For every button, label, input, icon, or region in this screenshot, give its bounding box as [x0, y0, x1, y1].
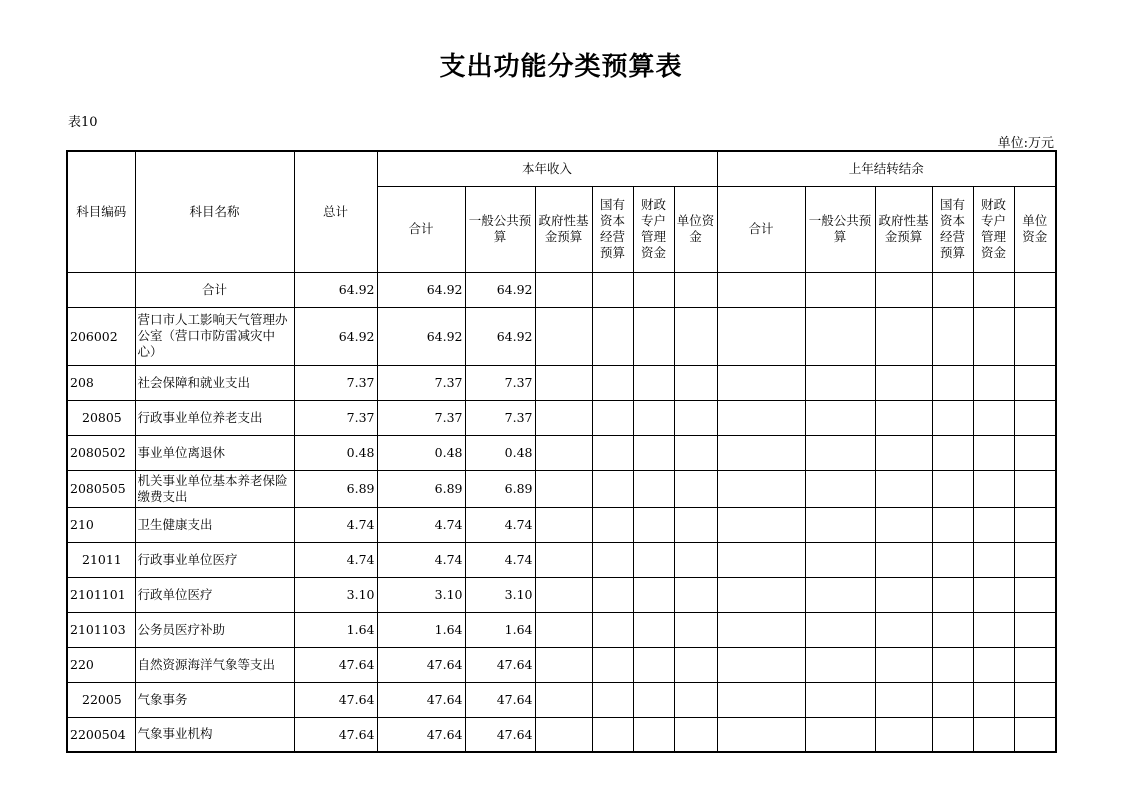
cell-cy-general: 3.10 [465, 577, 535, 612]
table-row [67, 470, 1056, 507]
cell-empty [592, 717, 633, 752]
cell-total: 6.89 [294, 470, 377, 507]
cell-empty [535, 647, 592, 682]
cell-code: 220 [67, 647, 135, 682]
cell-cy-general: 64.92 [465, 307, 535, 365]
cell-cy-general: 64.92 [465, 272, 535, 307]
cell-empty [674, 307, 717, 365]
cell-empty [1014, 612, 1056, 647]
cell-empty [805, 507, 875, 542]
cell-empty [1014, 577, 1056, 612]
cell-empty [805, 435, 875, 470]
cell-empty [592, 400, 633, 435]
cell-empty [592, 307, 633, 365]
header-name: 科目名称 [135, 151, 294, 272]
table-row [67, 435, 1056, 470]
unit-label: 单位:万元 [997, 136, 1054, 151]
cell-empty [1014, 435, 1056, 470]
cell-empty [717, 542, 805, 577]
cell-cy-general: 47.64 [465, 682, 535, 717]
cell-code: 2101101 [67, 577, 135, 612]
header-co-gov-fund: 政府性基金预算 [875, 186, 932, 272]
cell-empty [717, 435, 805, 470]
cell-empty [805, 612, 875, 647]
cell-empty [592, 647, 633, 682]
cell-name: 卫生健康支出 [135, 507, 294, 542]
cell-empty [1014, 682, 1056, 717]
cell-empty [633, 507, 674, 542]
cell-cy-general: 47.64 [465, 647, 535, 682]
cell-name: 事业单位离退休 [135, 435, 294, 470]
table-row [67, 400, 1056, 435]
cell-code: 210 [67, 507, 135, 542]
cell-empty [805, 470, 875, 507]
cell-empty [717, 682, 805, 717]
cell-empty [932, 470, 973, 507]
cell-empty [875, 400, 932, 435]
cell-empty [674, 507, 717, 542]
cell-empty [674, 542, 717, 577]
cell-empty [973, 435, 1014, 470]
cell-empty [535, 542, 592, 577]
cell-empty [875, 612, 932, 647]
cell-empty [973, 307, 1014, 365]
cell-empty [973, 365, 1014, 400]
cell-total: 7.37 [294, 400, 377, 435]
table-row [67, 507, 1056, 542]
cell-empty [1014, 507, 1056, 542]
cell-code: 22005 [67, 682, 135, 717]
cell-empty [875, 365, 932, 400]
table-row [67, 365, 1056, 400]
cell-cy-total: 6.89 [377, 470, 465, 507]
cell-empty [1014, 647, 1056, 682]
cell-empty [674, 577, 717, 612]
cell-cy-total: 47.64 [377, 682, 465, 717]
header-co-unit-funds: 单位资金 [1014, 186, 1056, 272]
cell-empty [932, 307, 973, 365]
cell-empty [973, 717, 1014, 752]
cell-code [67, 272, 135, 307]
cell-empty [674, 717, 717, 752]
cell-empty [973, 272, 1014, 307]
cell-total: 47.64 [294, 647, 377, 682]
cell-empty [717, 272, 805, 307]
cell-name: 行政单位医疗 [135, 577, 294, 612]
cell-empty [932, 717, 973, 752]
header-co-state-capital: 国有资本经营预算 [932, 186, 973, 272]
cell-empty [633, 647, 674, 682]
cell-empty [592, 682, 633, 717]
header-carryover: 上年结转结余 [717, 151, 1056, 186]
cell-cy-general: 0.48 [465, 435, 535, 470]
cell-empty [592, 470, 633, 507]
cell-empty [932, 435, 973, 470]
cell-empty [1014, 307, 1056, 365]
cell-cy-total: 0.48 [377, 435, 465, 470]
cell-total: 1.64 [294, 612, 377, 647]
cell-cy-general: 4.74 [465, 507, 535, 542]
cell-empty [932, 647, 973, 682]
table-row [67, 647, 1056, 682]
header-cy-gov-fund: 政府性基金预算 [535, 186, 592, 272]
cell-cy-total: 1.64 [377, 612, 465, 647]
cell-empty [674, 365, 717, 400]
cell-cy-total: 64.92 [377, 307, 465, 365]
cell-empty [535, 717, 592, 752]
cell-empty [535, 470, 592, 507]
cell-empty [875, 272, 932, 307]
cell-empty [535, 577, 592, 612]
cell-name: 气象事务 [135, 682, 294, 717]
cell-empty [1014, 365, 1056, 400]
cell-cy-general: 6.89 [465, 470, 535, 507]
cell-empty [535, 400, 592, 435]
cell-empty [592, 435, 633, 470]
cell-empty [633, 435, 674, 470]
budget-table [66, 150, 1057, 753]
cell-name: 行政事业单位医疗 [135, 542, 294, 577]
header-co-total: 合计 [717, 186, 805, 272]
cell-empty [932, 682, 973, 717]
cell-cy-total: 7.37 [377, 400, 465, 435]
cell-empty [875, 682, 932, 717]
cell-empty [674, 435, 717, 470]
table-row [67, 542, 1056, 577]
cell-empty [633, 542, 674, 577]
cell-empty [535, 612, 592, 647]
cell-empty [973, 647, 1014, 682]
cell-empty [875, 507, 932, 542]
table-number: 表10 [68, 115, 98, 130]
cell-name: 公务员医疗补助 [135, 612, 294, 647]
cell-cy-general: 47.64 [465, 717, 535, 752]
cell-empty [973, 612, 1014, 647]
cell-code: 20805 [67, 400, 135, 435]
header-co-special-account: 财政专户管理资金 [973, 186, 1014, 272]
cell-cy-general: 7.37 [465, 400, 535, 435]
cell-empty [633, 365, 674, 400]
cell-name: 机关事业单位基本养老保险缴费支出 [135, 470, 294, 507]
cell-empty [805, 365, 875, 400]
cell-empty [805, 307, 875, 365]
cell-empty [932, 577, 973, 612]
cell-empty [633, 307, 674, 365]
cell-name: 自然资源海洋气象等支出 [135, 647, 294, 682]
cell-empty [805, 682, 875, 717]
table-row [67, 272, 1056, 307]
cell-empty [1014, 717, 1056, 752]
cell-empty [674, 400, 717, 435]
cell-cy-total: 4.74 [377, 507, 465, 542]
cell-empty [1014, 400, 1056, 435]
cell-code: 208 [67, 365, 135, 400]
cell-empty [717, 507, 805, 542]
cell-total: 4.74 [294, 542, 377, 577]
cell-cy-total: 64.92 [377, 272, 465, 307]
table-row [67, 682, 1056, 717]
cell-empty [592, 365, 633, 400]
cell-cy-total: 47.64 [377, 717, 465, 752]
cell-empty [875, 470, 932, 507]
cell-empty [717, 400, 805, 435]
cell-code: 2080505 [67, 470, 135, 507]
cell-empty [633, 577, 674, 612]
cell-code: 2080502 [67, 435, 135, 470]
cell-empty [932, 365, 973, 400]
cell-cy-total: 3.10 [377, 577, 465, 612]
cell-empty [875, 307, 932, 365]
cell-empty [717, 470, 805, 507]
cell-total: 47.64 [294, 717, 377, 752]
cell-empty [674, 470, 717, 507]
cell-name: 气象事业机构 [135, 717, 294, 752]
cell-empty [875, 647, 932, 682]
cell-empty [674, 612, 717, 647]
cell-empty [805, 272, 875, 307]
cell-empty [932, 542, 973, 577]
cell-name: 营口市人工影响天气管理办公室（营口市防雷减灾中心） [135, 307, 294, 365]
cell-empty [805, 717, 875, 752]
cell-empty [674, 682, 717, 717]
cell-cy-total: 4.74 [377, 542, 465, 577]
cell-empty [875, 577, 932, 612]
header-code: 科目编码 [67, 151, 135, 272]
cell-empty [535, 507, 592, 542]
cell-empty [592, 577, 633, 612]
cell-empty [932, 507, 973, 542]
cell-empty [717, 612, 805, 647]
cell-empty [717, 647, 805, 682]
cell-empty [535, 307, 592, 365]
cell-total: 3.10 [294, 577, 377, 612]
header-total: 总计 [294, 151, 377, 272]
header-current-year: 本年收入 [377, 151, 717, 186]
header-cy-unit-funds: 单位资金 [674, 186, 717, 272]
cell-total: 4.74 [294, 507, 377, 542]
cell-empty [875, 435, 932, 470]
cell-empty [717, 307, 805, 365]
cell-empty [717, 577, 805, 612]
cell-empty [805, 647, 875, 682]
cell-empty [805, 542, 875, 577]
cell-empty [973, 682, 1014, 717]
cell-empty [875, 717, 932, 752]
cell-name: 行政事业单位养老支出 [135, 400, 294, 435]
cell-cy-general: 1.64 [465, 612, 535, 647]
cell-empty [805, 400, 875, 435]
cell-empty [875, 542, 932, 577]
cell-empty [973, 400, 1014, 435]
cell-cy-general: 4.74 [465, 542, 535, 577]
cell-code: 2200504 [67, 717, 135, 752]
cell-empty [592, 507, 633, 542]
table-row [67, 612, 1056, 647]
cell-total: 64.92 [294, 307, 377, 365]
cell-name: 合计 [135, 272, 294, 307]
cell-total: 0.48 [294, 435, 377, 470]
cell-cy-general: 7.37 [465, 365, 535, 400]
cell-empty [932, 272, 973, 307]
cell-empty [1014, 272, 1056, 307]
page-title: 支出功能分类预算表 [439, 52, 683, 82]
cell-empty [1014, 542, 1056, 577]
cell-empty [805, 577, 875, 612]
header-cy-special-account: 财政专户管理资金 [633, 186, 674, 272]
cell-empty [592, 612, 633, 647]
cell-empty [1014, 470, 1056, 507]
cell-name: 社会保障和就业支出 [135, 365, 294, 400]
cell-cy-total: 7.37 [377, 365, 465, 400]
cell-total: 64.92 [294, 272, 377, 307]
cell-empty [535, 272, 592, 307]
table-row [67, 307, 1056, 365]
cell-empty [633, 612, 674, 647]
cell-empty [633, 682, 674, 717]
cell-empty [633, 272, 674, 307]
header-cy-total: 合计 [377, 186, 465, 272]
cell-empty [592, 542, 633, 577]
cell-code: 21011 [67, 542, 135, 577]
cell-empty [633, 470, 674, 507]
cell-empty [973, 542, 1014, 577]
cell-empty [535, 682, 592, 717]
table-row [67, 577, 1056, 612]
header-co-general: 一般公共预算 [805, 186, 875, 272]
cell-empty [717, 717, 805, 752]
cell-empty [973, 470, 1014, 507]
cell-total: 7.37 [294, 365, 377, 400]
cell-empty [973, 507, 1014, 542]
cell-code: 2101103 [67, 612, 135, 647]
table-row [67, 717, 1056, 752]
cell-empty [932, 400, 973, 435]
cell-code: 206002 [67, 307, 135, 365]
cell-empty [592, 272, 633, 307]
cell-empty [633, 400, 674, 435]
cell-empty [535, 365, 592, 400]
cell-empty [535, 435, 592, 470]
cell-empty [633, 717, 674, 752]
cell-empty [674, 272, 717, 307]
header-cy-general: 一般公共预算 [465, 186, 535, 272]
cell-empty [674, 647, 717, 682]
header-cy-state-capital: 国有资本经营预算 [592, 186, 633, 272]
cell-cy-total: 47.64 [377, 647, 465, 682]
cell-empty [932, 612, 973, 647]
cell-total: 47.64 [294, 682, 377, 717]
cell-empty [973, 577, 1014, 612]
cell-empty [717, 365, 805, 400]
